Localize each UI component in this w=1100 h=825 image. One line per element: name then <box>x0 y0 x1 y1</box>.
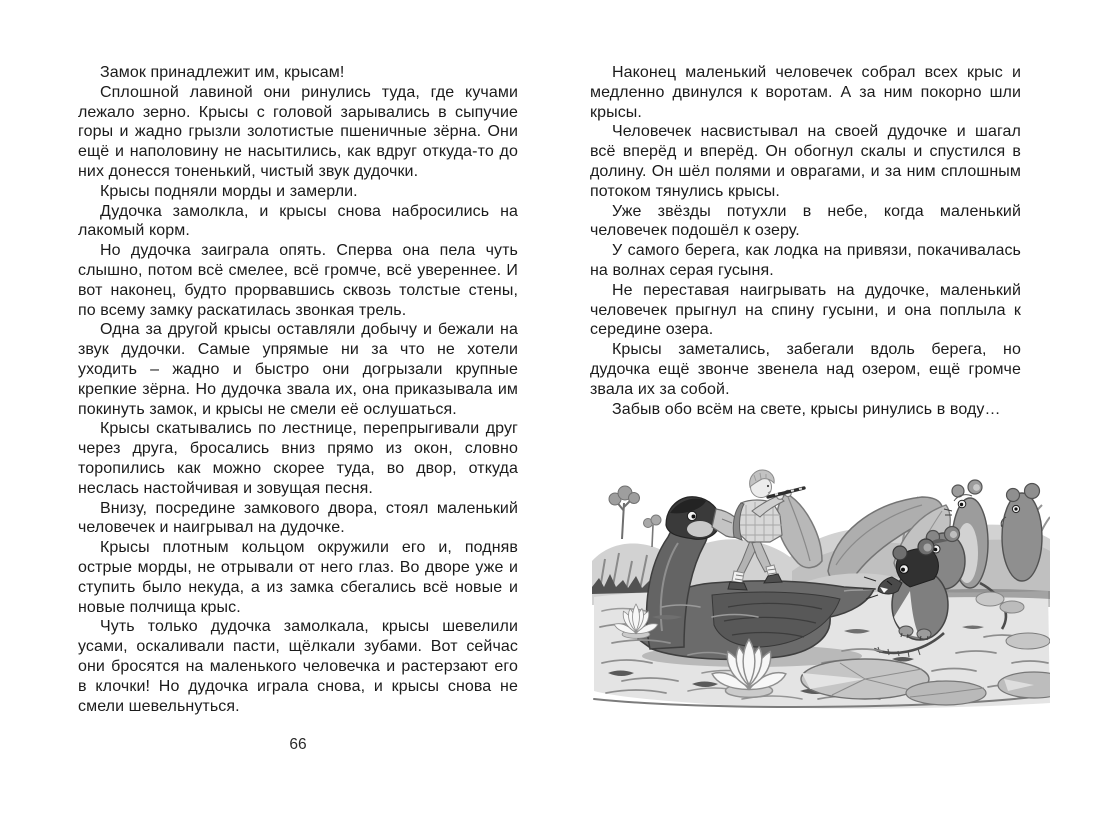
rat <box>1001 484 1042 582</box>
paragraph: Крысы подняли морды и замерли. <box>100 182 358 200</box>
paragraph: Человечек насвистывал на своей дудочке и шагал всё вперёд и вперёд. Он обогнул скалы и спустился в долину. Он шёл полями и оврагами, и за ним сплошным потоком тянулись крысы. <box>590 123 1021 200</box>
paragraph: Одна за другой крысы оставляли добычу и бежали на звук дудочки. Самые упрямые ни за что не хотели уходить – жадно и быстро они догрызали крупные крепкие зёрна. Но дудочка звала их, она приказывала им покинуть замок, и крысы не смели её ослушаться. <box>78 321 518 418</box>
paragraph: Сплошной лавиной они ринулись туда, где кучами лежало зерно. Крысы с головой зарывались в сыпучие горы и жадно грызли золотистые пшеничные зёрна. Они ещё и наполовину не насытились, как вдруг откуда-то до них донесся тоненький, чистый звук дудочки. <box>78 83 518 180</box>
paragraph: Не переставая наигрывать на дудочке, маленький человечек прыгнул на спину гусыни, и она поплыла к середине озера. <box>590 281 1021 339</box>
illustration-svg <box>592 441 1050 713</box>
paragraph: Наконец маленький человечек собрал всех крыс и медленно двинулся к воротам. А за ним покорно шли крысы. <box>590 64 1021 121</box>
paragraph: Дудочка замолкла, и крысы снова набросились на лакомый корм. <box>78 202 518 240</box>
page-number: 66 <box>289 736 307 753</box>
illustration-boy-on-goose <box>592 441 1050 713</box>
paragraph: Внизу, посредине замкового двора, стоял маленький человечек и наигрывал на дудочке. <box>78 499 518 537</box>
left-page <box>78 63 518 716</box>
paragraph: У самого берега, как лодка на привязи, покачивалась на волнах серая гусыня. <box>590 242 1021 279</box>
small-tree <box>609 486 640 539</box>
paragraph: Крысы заметались, забегали вдоль берега, но дудочка ещё звонче звенела над озером, ещё громче звала их за собой. <box>590 341 1021 398</box>
paragraph: Крысы плотным кольцом окружили его и, подняв острые морды, не отрывали от него глаз. Во дворе уже и ступить было некуда, а из замка сбегались всё новые и новые полчища крыс. <box>78 539 518 616</box>
paragraph: Уже звёзды потухли в небе, когда маленький человечек подошёл к озеру. <box>590 202 1021 240</box>
paragraph: Но дудочка заиграла опять. Сперва она пела чуть слышно, потом всё смелее, всё громче, всё увереннее. И вот наконец, будто прорвавшись сквозь толстые стены, по всему замку раскатилась звонкая трель. <box>78 242 518 319</box>
small-tree <box>644 515 662 547</box>
paragraph: Замок принадлежит им, крысам! <box>100 64 345 81</box>
paragraph: Чуть только дудочка замолкала, крысы шевелили усами, оскаливали пасти, щёлкали зубами. Вот сейчас они бросятся на маленького человечка и растерзают его в клочки! Но дудочка играла снова, и крысы снова не смели шевельнуться. <box>78 618 518 715</box>
paragraph: Крысы скатывались по лестнице, перепрыгивали друг через друга, бросались вниз прямо из окон, словно торопились как можно скорее туда, во двор, откуда неслась настойчивая и зовущая песня. <box>78 420 518 497</box>
right-page <box>590 63 1021 419</box>
paragraph: Забыв обо всём на свете, крысы ринулись в воду… <box>612 400 1001 418</box>
